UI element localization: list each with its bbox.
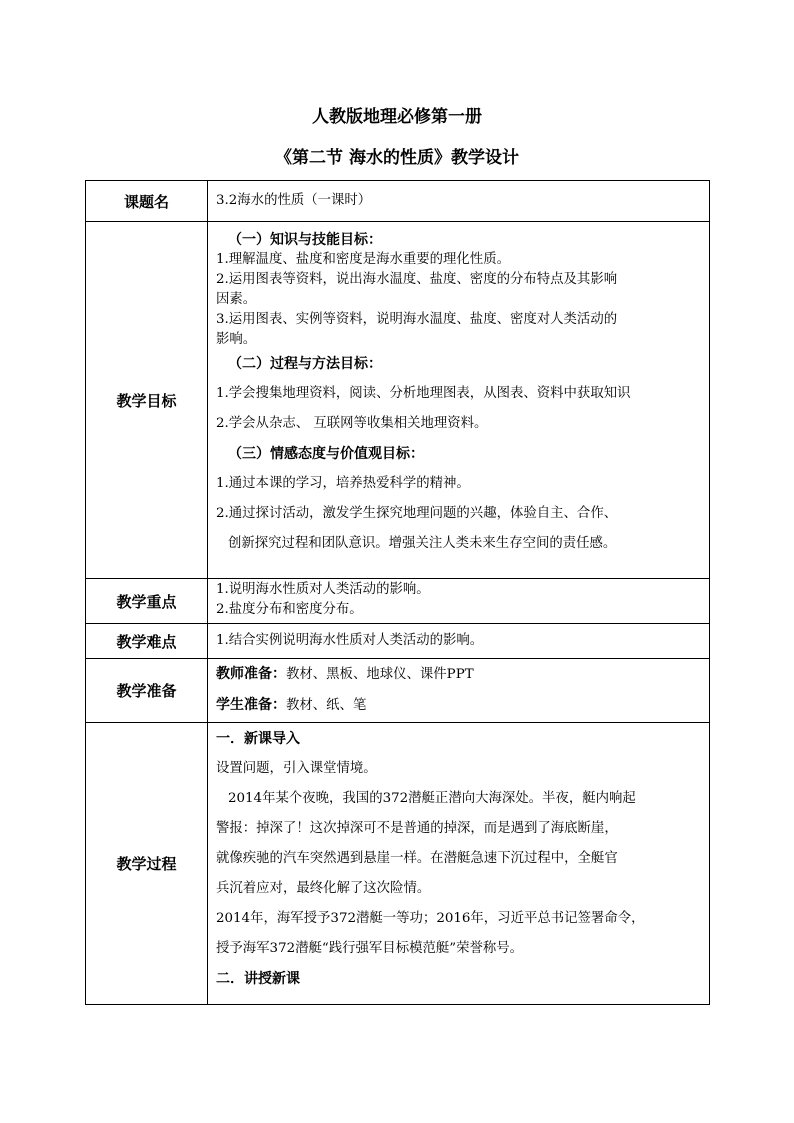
row-difficulties	[86, 624, 710, 659]
objectives-heading-emotion: （三）情感态度与价值观目标：	[228, 446, 424, 462]
objectives-heading-knowledge: （一）知识与技能目标：	[228, 232, 382, 248]
teacher-preparation-value: 教材、黑板、地球仪、课件PPT	[286, 667, 474, 682]
difficulty-1: 1.结合实例说明海水性质对人类活动的影响。	[216, 632, 484, 648]
objective-p1: 1.学会搜集地理资料，阅读、分析地理图表，从图表、资料中获取知识	[216, 386, 631, 401]
objective-k3a: 3.运用图表、实例等资料，说明海水温度、盐度、密度对人类活动的	[216, 312, 618, 327]
label-process: 教学过程	[86, 723, 208, 1005]
student-preparation-label: 学生准备：	[216, 697, 286, 713]
process-story-2: 警报：掉深了！这次掉深可不是普通的掉深，而是遇到了海底断崖，	[216, 821, 618, 836]
lesson-plan-table	[85, 180, 710, 1005]
teacher-preparation-label: 教师准备：	[216, 666, 286, 682]
key-point-2: 2.盐度分布和密度分布。	[216, 602, 363, 617]
topic-value-cell	[208, 181, 710, 222]
label-topic: 课题名	[86, 181, 208, 222]
document-title: 人教版地理必修第一册	[312, 107, 482, 127]
process-award-2: 授予海军372潜艇“践行强军目标模范艇”荣誉称号。	[216, 941, 524, 956]
objective-p2: 2.学会从杂志、 互联网等收集相关地理资料。	[216, 416, 488, 431]
preparation-cell	[208, 659, 710, 723]
student-preparation	[216, 695, 703, 716]
difficulties-cell	[208, 624, 710, 659]
teacher-preparation	[216, 664, 703, 685]
objective-k2a: 2.运用图表等资料，说出海水温度、盐度、密度的分布特点及其影响	[216, 272, 618, 287]
objective-k3b: 影响。	[216, 332, 257, 347]
process-heading-intro: 一．新课导入	[216, 731, 300, 747]
label-difficulties: 教学难点	[86, 624, 208, 659]
row-preparation	[86, 659, 710, 723]
process-heading-new-lesson: 二．讲授新课	[216, 971, 300, 987]
label-key-points: 教学重点	[86, 579, 208, 624]
process-story-1: 2014年某个夜晚，我国的372潜艇正潜向大海深处。半夜，艇内响起	[228, 791, 636, 806]
key-point-1: 1.说明海水性质对人类活动的影响。	[216, 582, 430, 597]
row-topic	[86, 181, 710, 222]
label-preparation: 教学准备	[86, 659, 208, 723]
process-award-1: 2014年，海军授予372潜艇一等功；2016年，习近平总书记签署命令，	[216, 911, 645, 926]
objectives-cell	[208, 222, 710, 579]
process-cell	[208, 723, 710, 1005]
row-key-points	[86, 579, 710, 624]
row-process	[86, 723, 710, 1005]
objective-e2b: 创新探究过程和团队意识。增强关注人类未来生存空间的责任感。	[228, 536, 617, 551]
row-objectives	[86, 222, 710, 579]
objective-k2b: 因素。	[216, 292, 257, 307]
objective-e1: 1.通过本课的学习，培养热爱科学的精神。	[216, 476, 470, 491]
student-preparation-value: 教材、纸、笔	[286, 698, 367, 713]
objective-e2a: 2.通过探讨活动，激发学生探究地理问题的兴趣，体验自主、合作、	[216, 506, 618, 521]
objective-k1: 1.理解温度、盐度和密度是海水重要的理化性质。	[216, 252, 510, 267]
objectives-heading-process: （二）过程与方法目标：	[228, 356, 382, 372]
process-line-1: 设置问题，引入课堂情境。	[216, 761, 377, 776]
process-story-3: 就像疾驰的汽车突然遇到悬崖一样。在潜艇急速下沉过程中，全艇官	[216, 851, 618, 866]
key-points-cell	[208, 579, 710, 624]
topic-value: 3.2海水的性质（一课时）	[216, 192, 372, 208]
label-objectives: 教学目标	[86, 222, 208, 579]
document-subtitle: 《第二节 海水的性质》教学设计	[275, 148, 519, 168]
process-story-4: 兵沉着应对，最终化解了这次险情。	[216, 881, 431, 896]
